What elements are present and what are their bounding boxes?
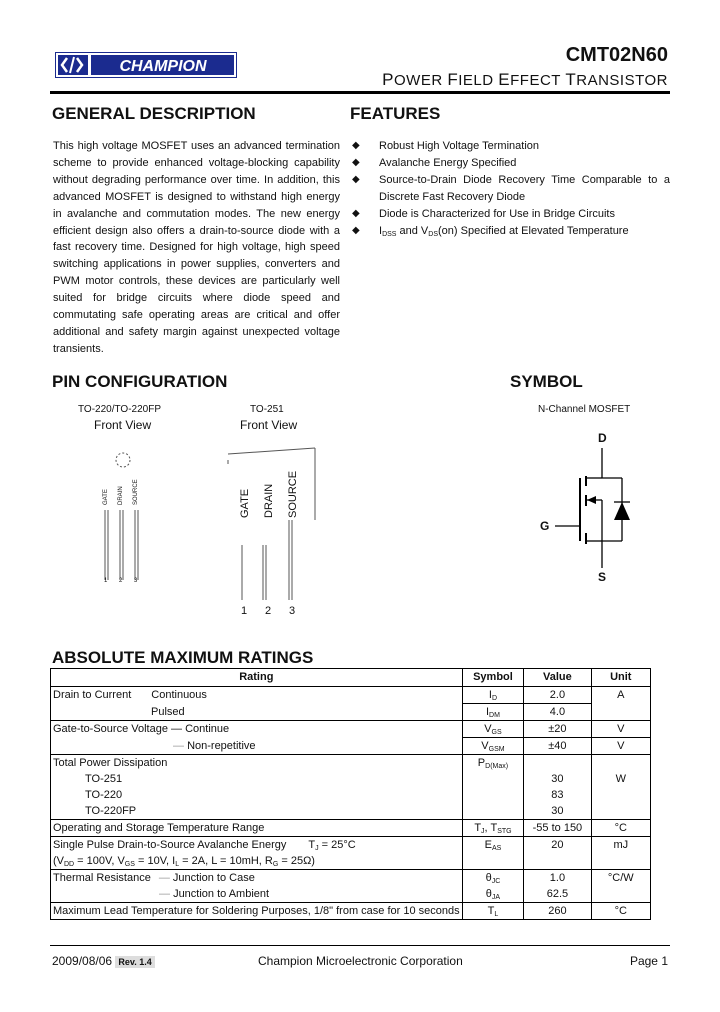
table-row: ($V_{DD} = 100V$, $V_{GS} = 10V$, $I_L = 2A$, L = 10mH, $R_G = 25\Omega$) (51, 853, 651, 870)
table-row: — Junction to Ambient $\theta_{JA}$ 62.5 (51, 886, 651, 903)
package-1-name: TO-220/TO-220FP (78, 404, 161, 415)
table-header-row (51, 669, 651, 687)
table-row: Total Power Dissipation $P_{D(Max)}$ (51, 755, 651, 772)
footer-rule (50, 945, 670, 946)
table-row: Maximum Lead Temperature for Soldering Purposes, 1/8" from case for 10 seconds $T_L$ 260 °C (51, 903, 651, 920)
ratings-table (50, 668, 651, 920)
column-header: Symbol (462, 669, 524, 687)
feature-item: ◆ Source-to-Drain Diode Recovery Time Comparable to a Discrete Fast Recovery Diode (352, 172, 670, 206)
logo-text: CHAMPION (119, 58, 207, 75)
part-number: CMT02N60 (565, 44, 668, 66)
source-terminal-label: S (598, 570, 607, 584)
column-header: Unit (591, 669, 650, 687)
header-rule (50, 91, 670, 94)
pin-label: DRAIN (118, 486, 124, 505)
feature-item: ◆ Diode is Characterized for Use in Bridge Circuits (352, 206, 670, 223)
pin-number: 2 (265, 605, 272, 617)
column-header: Rating (51, 669, 463, 687)
table-row: Pulsed $I_{DM}$ 4.0 (51, 704, 651, 721)
symbol-heading: SYMBOL (510, 372, 583, 391)
champion-logo (55, 52, 237, 78)
symbol-caption: N-Channel MOSFET (538, 404, 631, 415)
gate-terminal-label: G (540, 519, 550, 533)
features-heading: FEATURES (350, 104, 441, 123)
pin-label: GATE (103, 489, 109, 505)
column-header: Value (524, 669, 591, 687)
table-row: Gate-to-Source Voltage — Continue $V_{GS}$ ±20 V (51, 721, 651, 738)
pin-label: SOURCE (133, 479, 139, 505)
table-row: — Non-repetitive $V_{GSM}$ ±40 V (51, 738, 651, 755)
general-description-text: This high voltage MOSFET uses an advanced termination scheme to provide enhanced voltage-blocking capability without degrading performance over time. In addition, this advanced MOSFET is designed to withstand high energy in avalanche and commutation modes. The new energy efficient design also offers a drain-to-source diode with a fast recovery time. Designed for high voltage, high speed switching applications in power supplies, converters and PWM motor controls, these devices are particularly well suited for bridge circuits where diode speed and commutating safe operating areas are critical and offer additional and safety margin against unexpected voltage transients. (53, 140, 340, 355)
drain-terminal-label: D (598, 431, 607, 445)
table-row: Single Pulse Drain-to-Source Avalanche Energy $T_J = 25^\circ C$ $E_{AS}$ 20 mJ (51, 837, 651, 854)
footer-company: Champion Microelectronic Corporation (258, 954, 463, 968)
package-1-view: Front View (94, 418, 152, 432)
footer-date: 2009/08/06 (52, 954, 113, 968)
table-row: Operating and Storage Temperature Range $T_J$, $T_{STG}$ -55 to 150 °C (51, 820, 651, 837)
table-row: TO-251 30 W (51, 771, 651, 787)
revision-badge: Rev. 1.4 (115, 956, 154, 968)
feature-item: ◆ Robust High Voltage Termination (352, 138, 670, 155)
table-row: TO-220 83 (51, 787, 651, 803)
pin-label: GATE (239, 488, 251, 518)
general-description-heading: GENERAL DESCRIPTION (52, 104, 256, 123)
package-2-view: Front View (240, 418, 298, 432)
features-list (352, 138, 670, 239)
table-row: TO-220FP 30 (51, 803, 651, 820)
page-number: Page 1 (629, 954, 668, 968)
ratings-heading: ABSOLUTE MAXIMUM RATINGS (52, 648, 314, 667)
pin-number: 3 (289, 605, 296, 617)
to220-package-drawing (90, 440, 170, 590)
table-row: Drain to Current Continuous $I_D$ 2.0 A (51, 687, 651, 704)
footer-date-revision (52, 954, 155, 968)
pin-number: 3 (134, 578, 138, 584)
pin-label: DRAIN (263, 483, 275, 518)
table-row: Thermal Resistance — Junction to Case $\theta_{JC}$ 1.0 °C/W (51, 870, 651, 887)
pin-number: 2 (119, 578, 123, 584)
package-2-name: TO-251 (250, 404, 284, 415)
feature-item: ◆ $I_{DSS}$ and $V_{DS}(on)$ Specified at Elevated Temperature (352, 223, 670, 240)
to251-package-drawing (220, 440, 330, 600)
pin-label: SOURCE (287, 470, 299, 518)
document-subtitle: POWER FIELD EFFECT TRANSISTOR (382, 70, 668, 89)
pin-configuration-heading: PIN CONFIGURATION (52, 372, 228, 391)
pin-number: 1 (241, 605, 248, 617)
feature-item: ◆ Avalanche Energy Specified (352, 155, 670, 172)
mosfet-symbol-icon (550, 440, 650, 570)
pin-number: 1 (104, 578, 108, 584)
